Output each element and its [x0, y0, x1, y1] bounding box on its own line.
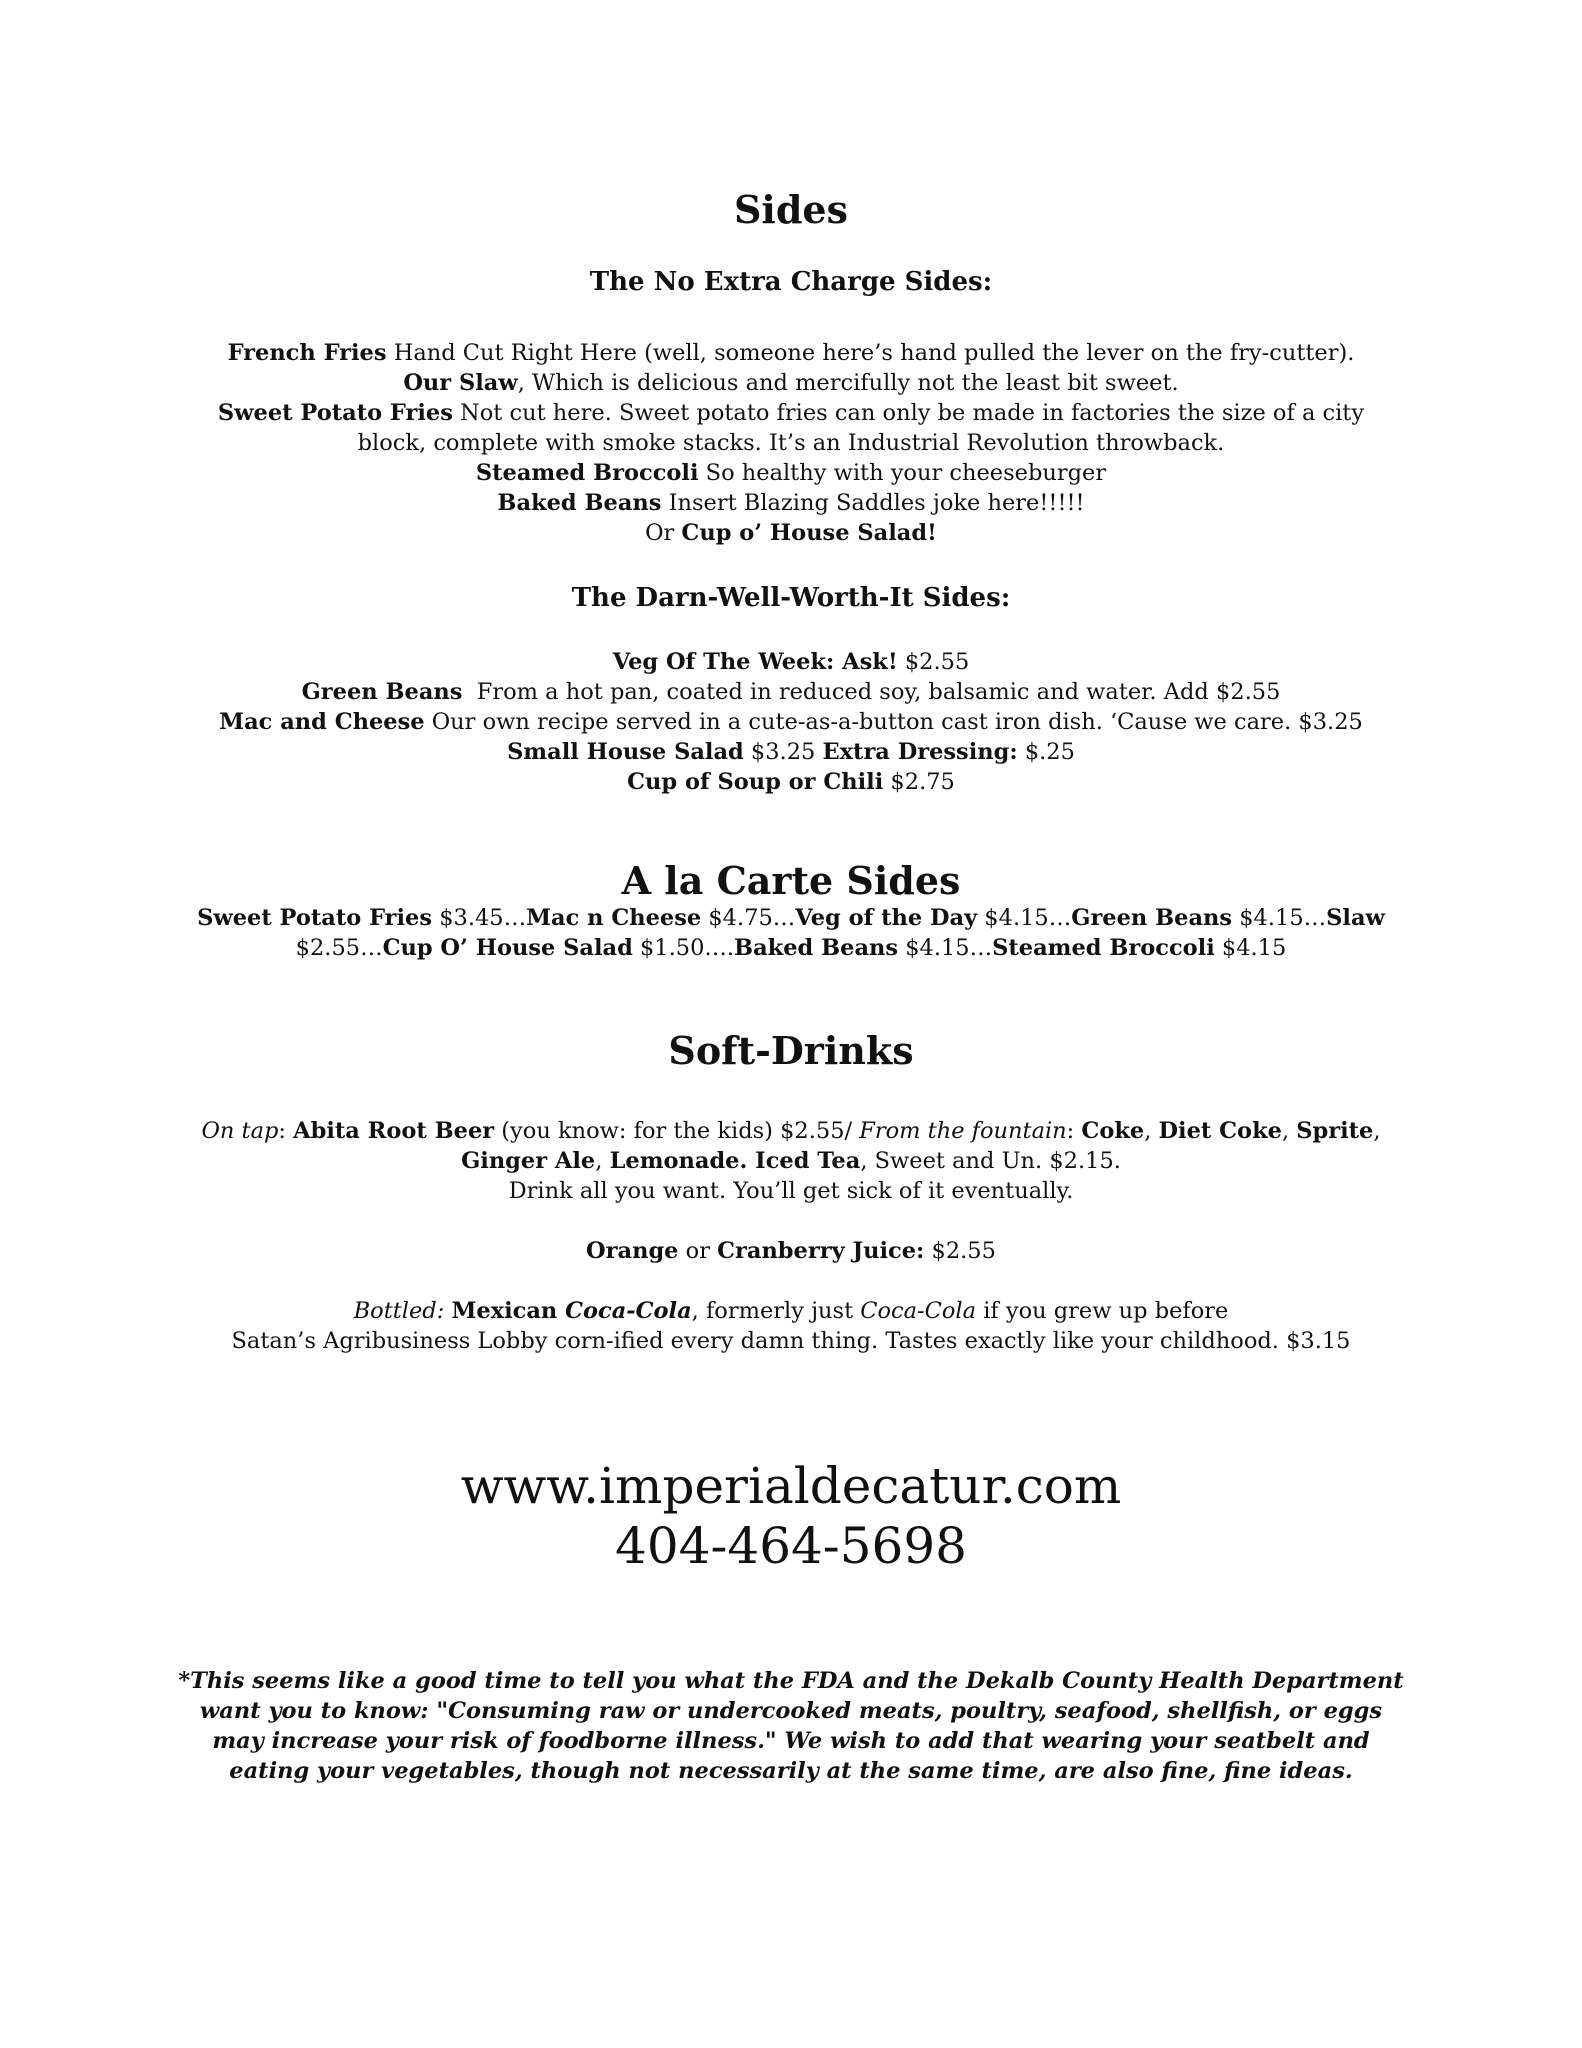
item-price: $4.15	[1214, 935, 1287, 961]
sides-title: Sides	[733, 187, 849, 232]
lobby-line: Satan’s Agribusiness Lobby corn-ified every damn thing. Tastes exactly like your childhood. $3.15	[231, 1328, 1351, 1354]
item-price: $4.75…	[701, 905, 796, 931]
refill-note: Drink all you want. You’ll get sick of it eventually.	[508, 1178, 1074, 1204]
item-price: $3.45…	[432, 905, 527, 931]
drinks-line	[0, 1116, 1582, 1146]
worth-it-heading: The Darn-Well-Worth-It Sides:	[571, 583, 1011, 613]
item-name: Small House Salad	[507, 739, 744, 765]
item-name: Sweet Potato Fries	[217, 400, 453, 426]
coca-cola-italic: Coca-Cola	[860, 1298, 977, 1324]
bottled-section	[0, 1296, 1582, 1356]
juice-item	[0, 1236, 1582, 1266]
item-name: Baked Beans	[734, 935, 899, 961]
item-name: Green Beans	[1071, 905, 1233, 931]
separator: :	[1066, 1118, 1082, 1144]
list-item	[0, 338, 1582, 368]
item-price: $4.15…	[1232, 905, 1327, 931]
item-name: Cup of Soup or Chili	[627, 769, 884, 795]
item-name: Our Slaw	[403, 370, 518, 396]
item-desc: , formerly just	[691, 1298, 861, 1324]
item-desc: , Sweet and Un. $2.15.	[860, 1148, 1121, 1174]
item-name: Baked Beans	[497, 490, 662, 516]
a-la-carte-line	[0, 903, 1582, 933]
item-name: Cup o’ House Salad!	[681, 520, 937, 546]
item-desc: Our own recipe served in a cute-as-a-button cast iron dish. ‘Cause we care. $3.25	[424, 709, 1363, 735]
item-price: $4.15…	[977, 905, 1072, 931]
item-price: $3.25	[743, 739, 823, 765]
disclaimer-line: may increase your risk of foodborne illness." We wish to add that wearing your seatbelt and	[212, 1728, 1370, 1754]
item-name: French Fries	[227, 340, 387, 366]
no-charge-list	[0, 338, 1582, 548]
item-desc: Hand Cut Right Here (well, someone here’s hand pulled the lever on the fry-cutter).	[386, 340, 1355, 366]
separator: ,	[1281, 1118, 1297, 1144]
separator: ,	[1144, 1118, 1159, 1144]
list-item	[0, 398, 1582, 428]
separator: or	[678, 1238, 718, 1264]
item-name: Orange	[586, 1238, 679, 1264]
soft-drinks-fountain	[0, 1116, 1582, 1206]
item-desc-continued: block, complete with smoke stacks. It’s an Industrial Revolution throwback.	[357, 430, 1225, 456]
bottled-line	[0, 1296, 1582, 1326]
item-name: Veg Of The Week: Ask!	[612, 649, 898, 675]
a-la-carte-list	[0, 903, 1582, 963]
list-item	[0, 368, 1582, 398]
separator: ,	[1373, 1118, 1381, 1144]
juice-line	[0, 1236, 1582, 1266]
item-name: Diet Coke	[1158, 1118, 1282, 1144]
list-item	[0, 647, 1582, 677]
soft-drinks-title: Soft-Drinks	[668, 1028, 914, 1073]
website-link[interactable]: www.imperialdecatur.com	[460, 1457, 1122, 1515]
coca-cola-bold: Coca-Cola	[565, 1298, 692, 1324]
item-prefix: Or	[645, 520, 682, 546]
disclaimer-line: want you to know: "Consuming raw or undercooked meats, poultry, seafood, shellfish, or eggs	[199, 1698, 1383, 1724]
health-disclaimer	[0, 1666, 1582, 1786]
item-desc: Not cut here. Sweet potato fries can only be made in factories the size of a city	[452, 400, 1365, 426]
list-item	[0, 767, 1582, 797]
on-tap-label: On tap	[201, 1118, 279, 1144]
worth-it-list	[0, 647, 1582, 797]
disclaimer-line: eating your vegetables, though not necessarily at the same time, are also fine, fine ideas.	[229, 1758, 1353, 1784]
item-desc: So healthy with your cheeseburger	[698, 460, 1107, 486]
item-desc: if you grew up before	[976, 1298, 1229, 1324]
a-la-carte-title: A la Carte Sides	[621, 858, 961, 903]
mexican-word: Mexican	[451, 1298, 566, 1324]
item-price: $2.55	[897, 649, 970, 675]
separator: :	[278, 1118, 294, 1144]
item-name: Lemonade. Iced Tea	[609, 1148, 861, 1174]
item-name: Cranberry Juice:	[717, 1238, 925, 1264]
item-price: $4.15…	[898, 935, 993, 961]
disclaimer-line: *This seems like a good time to tell you what the FDA and the Dekalb County Health Department	[178, 1668, 1404, 1694]
a-la-carte-line	[0, 933, 1582, 963]
phone-number: 404-464-5698	[615, 1517, 967, 1575]
item-name: Mac and Cheese	[219, 709, 425, 735]
item-desc: , Which is delicious and mercifully not the least bit sweet.	[517, 370, 1179, 396]
item-name: Sweet Potato Fries	[197, 905, 433, 931]
list-item	[0, 677, 1582, 707]
item-price: $2.75	[883, 769, 955, 795]
item-name: Sprite	[1296, 1118, 1374, 1144]
list-item	[0, 737, 1582, 767]
item-desc: (you know: for the kids) $2.55/	[494, 1118, 860, 1144]
item-name: Mac n Cheese	[526, 905, 702, 931]
fountain-label: From the fountain	[859, 1118, 1067, 1144]
separator: ,	[595, 1148, 610, 1174]
item-name	[451, 1298, 691, 1324]
item-name: Coke	[1081, 1118, 1145, 1144]
item-name: Ginger Ale	[461, 1148, 596, 1174]
item-name: Slaw	[1326, 905, 1385, 931]
list-item	[0, 488, 1582, 518]
item-price: $2.55…	[295, 935, 383, 961]
list-item	[0, 518, 1582, 548]
list-item	[0, 707, 1582, 737]
no-charge-heading: The No Extra Charge Sides:	[589, 267, 993, 297]
item-name: Extra Dressing:	[822, 739, 1018, 765]
item-name: Cup O’ House Salad	[382, 935, 633, 961]
bottled-label: Bottled:	[353, 1298, 445, 1324]
item-desc: Insert Blazing Saddles joke here!!!!!	[661, 490, 1085, 516]
item-name: Green Beans	[301, 679, 463, 705]
item-desc: From a hot pan, coated in reduced soy, balsamic and water. Add $2.55	[462, 679, 1281, 705]
item-price: $1.50….	[632, 935, 735, 961]
item-name: Veg of the Day	[795, 905, 978, 931]
item-price: $2.55	[924, 1238, 996, 1264]
item-name: Steamed Broccoli	[475, 460, 699, 486]
list-item	[0, 458, 1582, 488]
item-name: Abita Root Beer	[293, 1118, 495, 1144]
drinks-line	[0, 1146, 1582, 1176]
item-name: Steamed Broccoli	[992, 935, 1215, 961]
item-price: $.25	[1017, 739, 1075, 765]
